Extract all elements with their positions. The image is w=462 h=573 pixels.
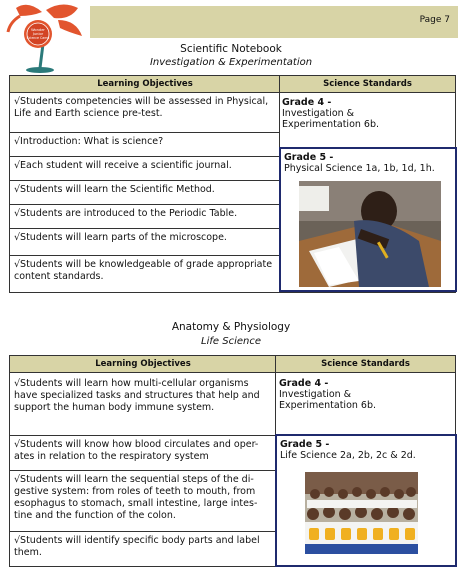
section2-objectives-header: Learning Objectives <box>10 356 276 373</box>
section2-grade4-standard <box>279 378 449 411</box>
page-header-bar <box>90 6 458 38</box>
svg-text:Science Camp: Science Camp <box>26 36 50 40</box>
section1-objective-row: √Students will learn the Scientific Method. <box>10 180 279 204</box>
section1-title: Scientific Notebook <box>180 43 282 55</box>
page-number: Page 7 <box>419 15 450 25</box>
section1-subtitle: Investigation & Experimentation <box>149 57 313 68</box>
grade4-label: Grade 4 - <box>279 378 329 389</box>
student-writing-photo <box>299 181 441 287</box>
section1-objective-row: √Introduction: What is science? <box>10 132 279 156</box>
grade5-text: Physical Science 1a, 1b, 1d, 1h. <box>284 163 435 174</box>
section1-standards-header: Science Standards <box>280 76 455 93</box>
section1-objective-row: √Students are introduced to the Periodic Table. <box>10 204 279 228</box>
section2-standards-header: Science Standards <box>276 356 455 373</box>
section1-objectives-header: Learning Objectives <box>10 76 280 93</box>
grade4-label: Grade 4 - <box>282 97 332 108</box>
student-group-photo <box>305 472 418 554</box>
section2-title: Anatomy & Physiology <box>171 321 291 333</box>
section2-objective-row: √Students will learn how multi-cellular organisms have specialized tasks and structures that help and support the human body immune system. <box>14 378 260 413</box>
section1-objective-row: √Students will be knowledgeable of grade appropriate content standards. <box>10 255 279 293</box>
grade5-label: Grade 5 - <box>280 439 330 450</box>
svg-text:Wonder: Wonder <box>31 28 45 32</box>
grade5-label: Grade 5 - <box>284 152 334 163</box>
section2-objective-row: √Students will identify specific body parts and label them. <box>10 531 275 567</box>
section1-objective-row: √Students competencies will be assessed in Physical, Life and Earth science pre-test. <box>14 96 269 119</box>
grade4-text: Investigation & Experimentation 6b. <box>279 389 377 411</box>
section2-objective-row: √Students will learn the sequential steps of the di-gestive system: from roles of teeth to mouth, from esophagus to stomach, small intestine, large intes-tine and the function of the colon. <box>10 470 275 531</box>
grade4-text: Investigation & Experimentation 6b. <box>282 108 380 130</box>
section1-objective-row: √Each student will receive a scientific journal. <box>10 156 279 180</box>
svg-text:Junior: Junior <box>32 32 44 36</box>
grade5-text: Life Science 2a, 2b, 2c & 2d. <box>280 450 416 461</box>
section2-objective-row: √Students will know how blood circulates and oper-ates in relation to the respiratory system <box>10 435 275 470</box>
section2-subtitle: Life Science <box>201 336 261 347</box>
section1-objective-row: √Students will learn parts of the microscope. <box>10 228 279 255</box>
section1-grade4-standard <box>282 97 452 130</box>
